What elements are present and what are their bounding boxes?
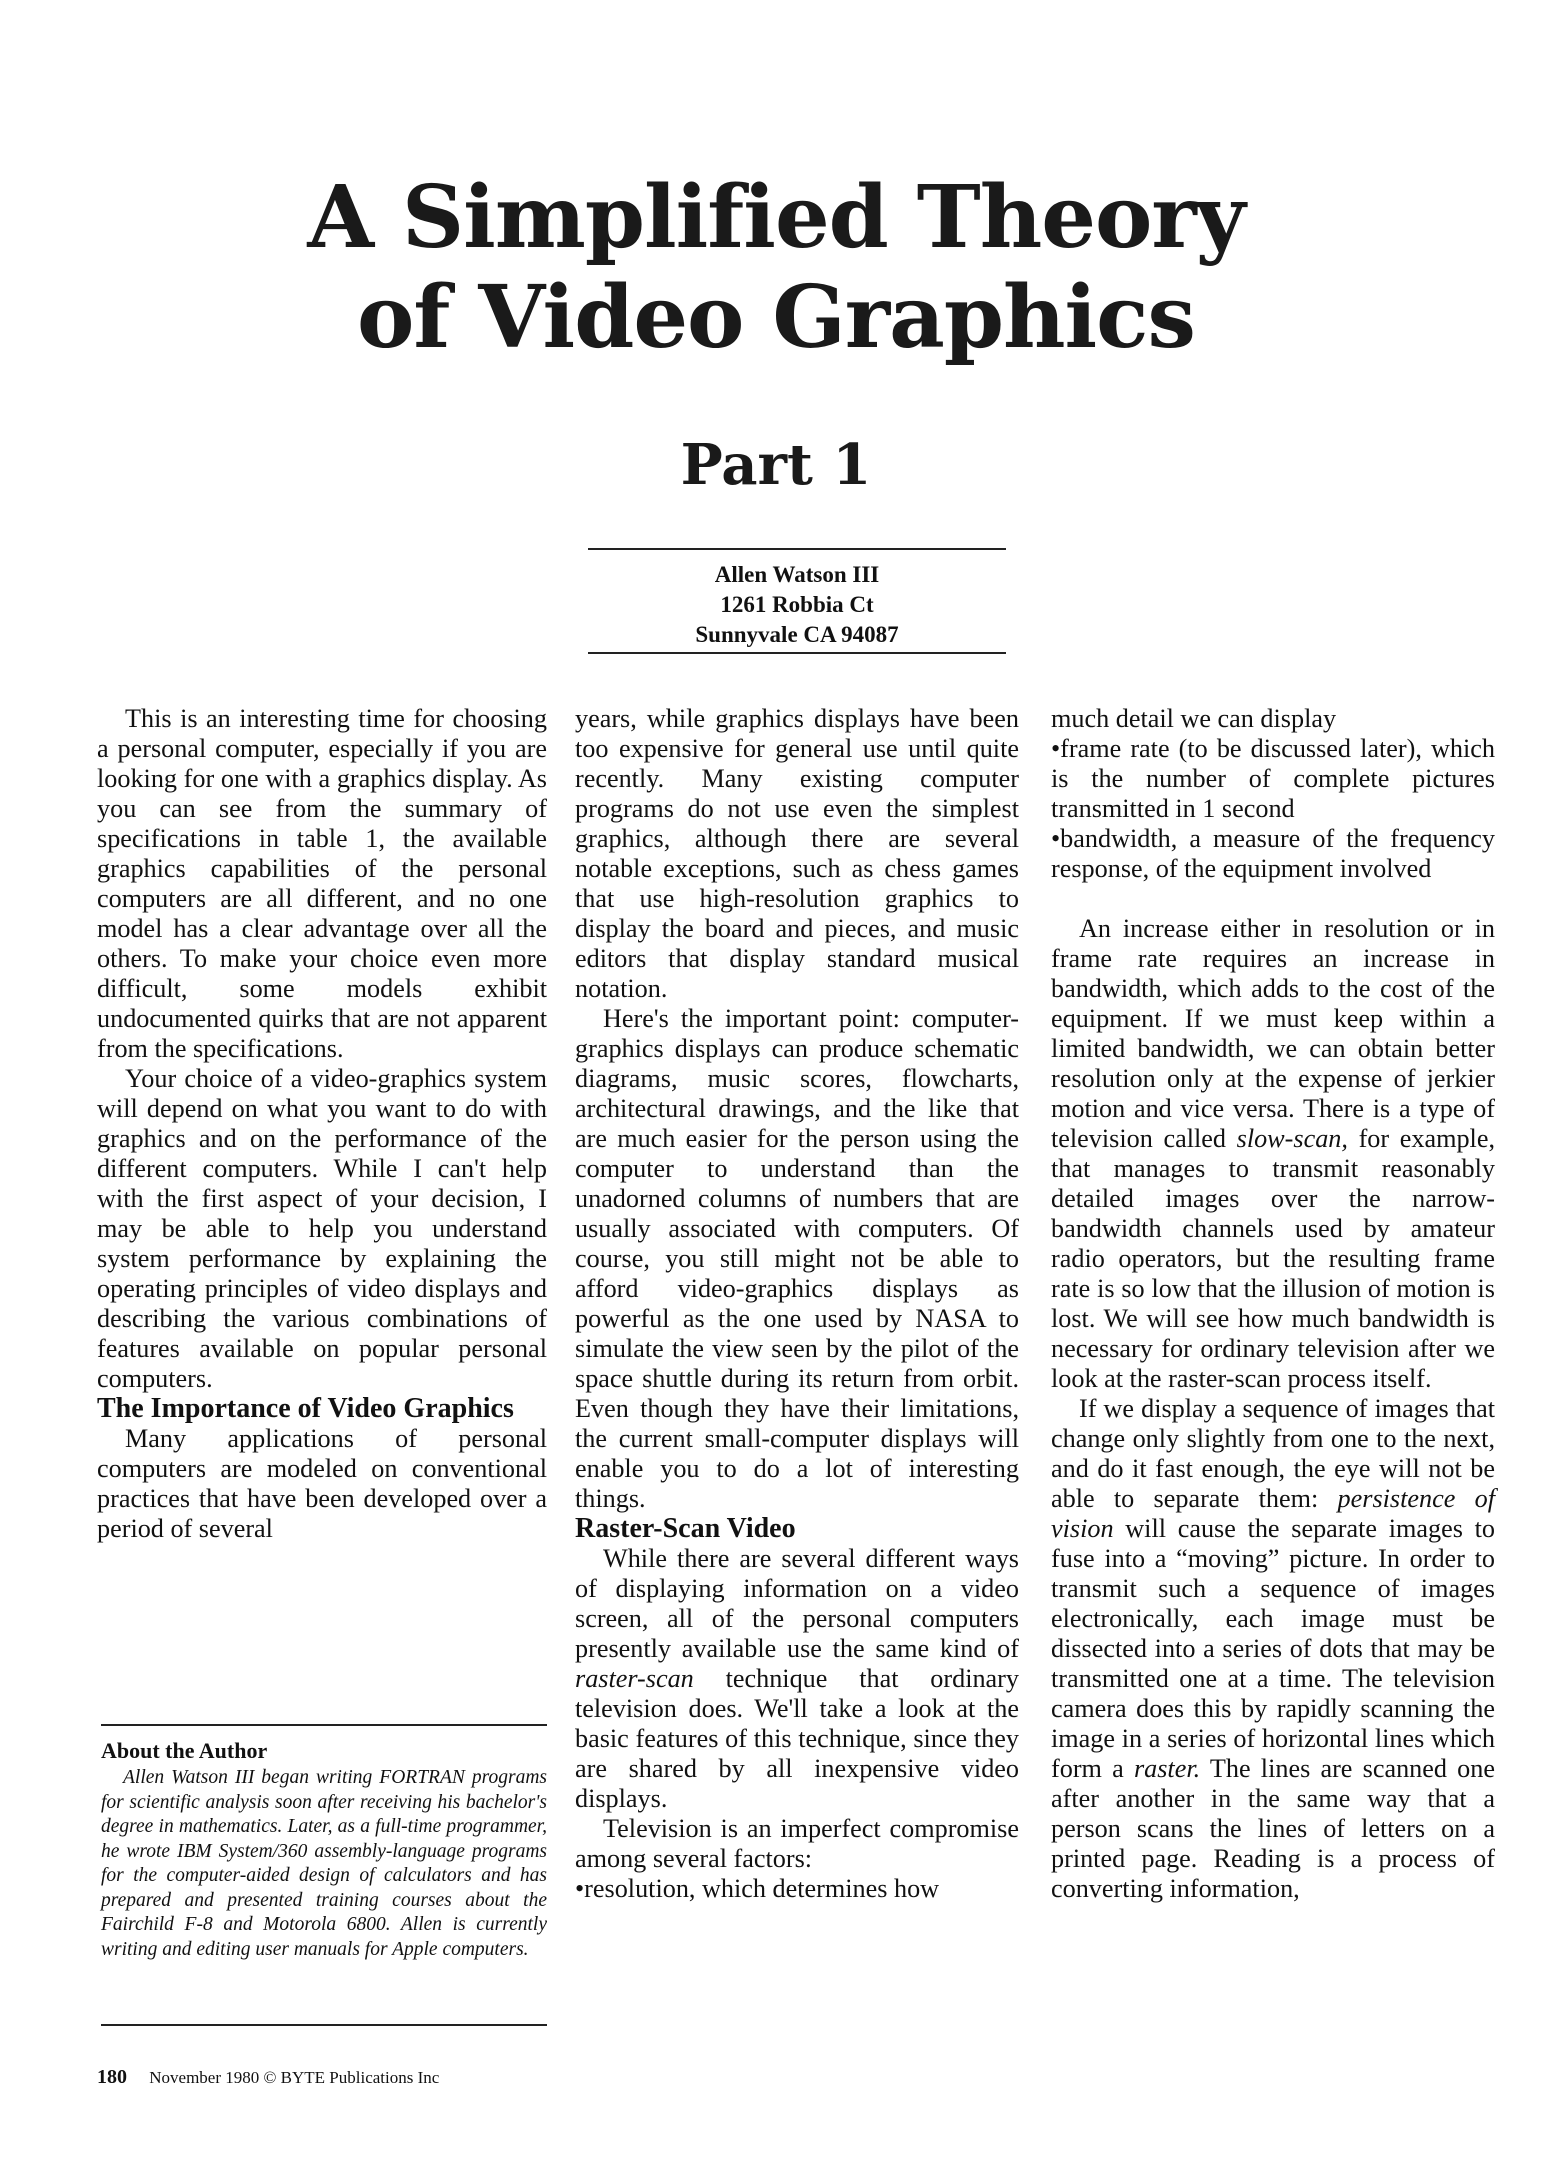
paragraph: Your choice of a video-graphics system will depend on what you want to do with graphics and on the performance of the different computers. While I can't help with the first aspect of your decision, I may be able to help you understand system performance by explaining the operating principles of video displays and describing the various combinations of features available on popular personal computers.	[97, 1064, 547, 1393]
publication-credit: November 1980 © BYTE Publications Inc	[149, 2068, 440, 2087]
about-top-rule	[101, 1724, 547, 1726]
section-heading: Raster-Scan Video	[575, 1513, 796, 1544]
paragraph: While there are several different ways of displaying information on a video screen, all of the personal computers presently available use the same kind of raster-scan technique that ordinary television does. We'll take a look at the basic features of this technique, since they are shared by all inexpensive video displays.	[575, 1544, 1019, 1813]
column-2	[575, 704, 1019, 1904]
about-bottom-rule	[101, 2024, 547, 2026]
paragraph: Here's the important point: computer-graphics displays can produce schematic diagrams, music scores, flowcharts, architectural drawings, and the like that are much easier for the person using the computer to understand than the unadorned columns of numbers that are usually associated with computers. Of course, you still might not be able to afford video-graphics displays as powerful as the one used by NASA to simulate the view seen by the pilot of the space shuttle during its return from orbit. Even though they have their limitations, the current small-computer displays will enable you to do a lot of interesting things.	[575, 1004, 1019, 1513]
paragraph: years, while graphics displays have been too expensive for general use until quite recently. Many existing computer programs do not use even the simplest graphics, although there are several notable exceptions, such as chess games that use high-resolution graphics to display the board and pieces, and music editors that display standard musical notation.	[575, 704, 1019, 1003]
about-the-author	[101, 1738, 547, 1962]
byline	[588, 560, 1006, 650]
title-line-2: of Video Graphics	[357, 267, 1195, 368]
author-city: Sunnyvale CA 94087	[695, 622, 899, 647]
byline-bottom-rule	[588, 652, 1006, 654]
article-title	[0, 168, 1552, 368]
author-street: 1261 Robbia Ct	[720, 592, 874, 617]
paragraph: Television is an imperfect compromise among several factors:	[575, 1814, 1019, 1873]
list-item: • resolution, which determines how	[575, 1874, 1019, 1904]
paragraph: Many applications of personal computers are modeled on conventional practices that have been developed over a period of several	[97, 1424, 547, 1543]
section-heading: The Importance of Video Graphics	[97, 1393, 514, 1424]
paragraph: This is an interesting time for choosing a personal computer, especially if you are looking for one with a graphics display. As you can see from the summary of specifications in table 1, the available graphics capabilities of the personal computers are all different, and no one model has a clear advantage over all the others. To make your choice even more difficult, some models exhibit undocumented quirks that are not apparent from the specifications.	[97, 704, 547, 1063]
author-name: Allen Watson III	[714, 562, 880, 587]
about-text: Allen Watson III began writing FORTRAN programs for scientific analysis soon after receiving his bachelor's degree in mathematics. Later, as a full-time programmer, he wrote IBM System/360 assembly-language programs for the computer-aided design of calculators and has prepared and presented training courses about the Fairchild F-8 and Motorola 6800. Allen is currently writing and editing user manuals for Apple computers.	[101, 1767, 547, 1960]
column-1	[97, 704, 547, 1544]
about-heading: About the Author	[101, 1738, 268, 1763]
column-3	[1051, 704, 1495, 1904]
article-subtitle: Part 1	[680, 432, 872, 498]
title-line-1: A Simplified Theory	[307, 167, 1245, 268]
byline-top-rule	[588, 548, 1006, 550]
paragraph: An increase either in resolution or in frame rate requires an increase in bandwidth, which adds to the cost of the equipment. If we must keep within a limited bandwidth, we can obtain better resolution only at the expense of jerkier motion and vice versa. There is a type of television called slow-scan, for example, that manages to transmit reasonably detailed images over the narrow-bandwidth channels used by amateur radio operators, but the resulting frame rate is so low that the illusion of motion is lost. We will see how much bandwidth is necessary for ordinary television after we look at the raster-scan process itself.	[1051, 914, 1495, 1393]
list-item-continuation: much detail we can display	[1051, 704, 1337, 733]
paragraph: If we display a sequence of images that change only slightly from one to the next, and do it fast enough, the eye will not be able to separate them: persistence of vision will cause the separate images to fuse into a “moving” picture. In order to transmit such a sequence of images electronically, each image must be dissected into a series of dots that may be transmitted one at a time. The television camera does this by rapidly scanning the image in a series of horizontal lines which form a raster. The lines are scanned one after another in the same way that a person scans the lines of letters on a printed page. Reading is a process of converting information,	[1051, 1394, 1495, 1903]
page-number: 180	[97, 2066, 127, 2088]
list-item: • bandwidth, a measure of the frequency response, of the equipment involved	[1051, 824, 1495, 884]
page-footer	[97, 2066, 439, 2089]
list-item: • frame rate (to be discussed later), which is the number of complete pictures transmitted in 1 second	[1051, 734, 1495, 824]
